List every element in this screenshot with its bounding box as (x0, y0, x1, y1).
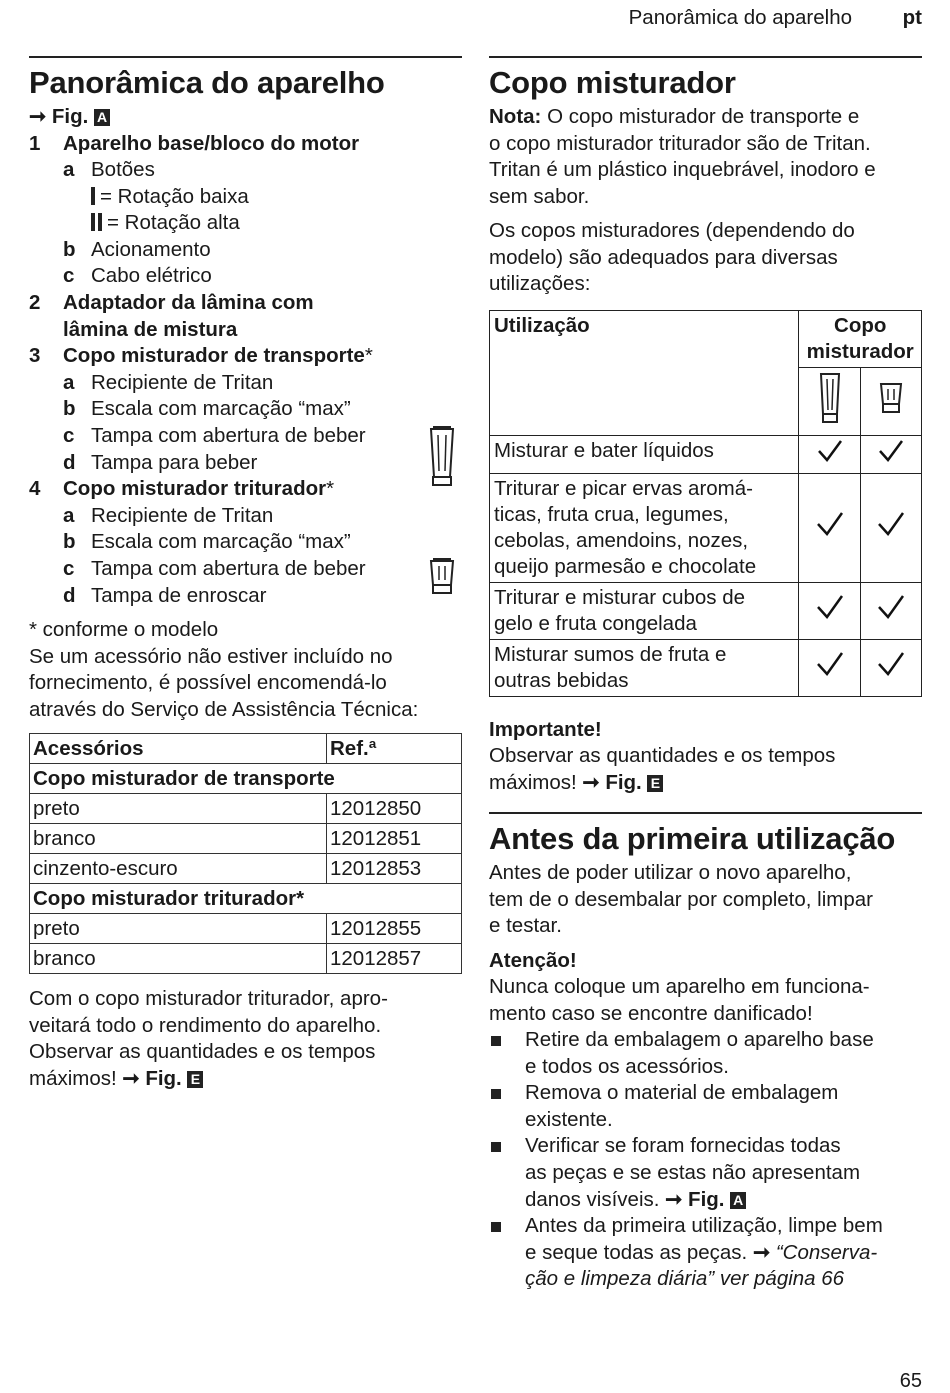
transport-jar-icon (818, 370, 842, 426)
checkmark-icon (860, 473, 921, 582)
sub-text: Recipiente de Tritan (91, 503, 274, 527)
list-item (29, 290, 462, 317)
figure-reference (29, 104, 462, 131)
bullet-item (489, 1027, 922, 1080)
bullet-line: Antes da primeira utilização, limpe bem (525, 1214, 883, 1238)
sub-item (29, 450, 462, 477)
header-title: Panorâmica do aparelho (628, 6, 852, 29)
text: máximos! (489, 770, 577, 794)
paragraph-line (29, 1066, 462, 1093)
sub-letter: b (63, 397, 76, 421)
arrow-right-icon: ➞ (582, 770, 600, 794)
paragraph-line: e testar. (489, 914, 562, 937)
sub-letter: c (63, 424, 75, 448)
arrow-right-icon: ➞ (29, 105, 47, 128)
sub-item (29, 556, 462, 583)
cell-line: Misturar e bater líquidos (494, 438, 714, 462)
text: máximos! (29, 1066, 117, 1090)
attention-label: Atenção! (489, 948, 577, 972)
section-heading-overview: Panorâmica do aparelho (29, 65, 385, 100)
fig-label: Fig. (605, 770, 642, 794)
table-header-cell: Ref.ª (327, 734, 462, 764)
item-number: 3 (29, 344, 41, 368)
bullet-line: Verificar se foram fornecidas todas (525, 1134, 841, 1158)
item-number: 1 (29, 131, 41, 155)
table-cell: cinzento-escuro (30, 854, 327, 884)
bullet-line: as peças e se estas não apresentam (525, 1160, 861, 1184)
bullet-square-icon (491, 1089, 501, 1099)
table-row (490, 473, 922, 582)
table-cell (860, 367, 921, 435)
sub-text: Tampa de enroscar (91, 583, 267, 607)
table-group-cell: Copo misturador de transporte (30, 764, 462, 794)
list-item (29, 131, 462, 158)
table-header-cell: Utilização (490, 310, 799, 435)
running-header (0, 6, 950, 30)
arrow-right-icon: ➞ (752, 1240, 771, 1264)
sub-text: Tampa para beber (91, 450, 258, 474)
arrow-right-icon: ➞ (122, 1066, 140, 1090)
figure-letter-badge: A (730, 1192, 746, 1209)
bullet-square-icon (491, 1222, 501, 1232)
table-header-row (490, 310, 922, 367)
sub-letter: c (63, 264, 75, 288)
asterisk: * (326, 477, 335, 501)
table-cell: 12012853 (327, 854, 462, 884)
cell-line: cebolas, amendoins, nozes, (494, 528, 749, 552)
table-cell (490, 435, 799, 473)
paragraph-line: através do Serviço de Assistência Técnica: (29, 697, 419, 721)
sub-letter: a (63, 370, 75, 394)
bullet-line: Retire da embalagem o aparelho base (525, 1028, 874, 1051)
sub-letter: b (63, 237, 76, 261)
table-row (30, 944, 462, 974)
table-cell: preto (30, 794, 327, 824)
checkmark-icon (860, 435, 921, 473)
sub-item (29, 237, 462, 264)
paragraph-line: tem de o desembalar por completo, limpar (489, 887, 873, 911)
table-header-cell: Acessórios (30, 734, 327, 764)
section-heading-first-use: Antes da primeira utilização (489, 821, 896, 856)
header-text: misturador (806, 339, 914, 363)
item-label: lâmina de mistura (63, 317, 238, 341)
usage-table (489, 310, 922, 697)
section-rule (489, 56, 922, 58)
sub-letter: a (63, 158, 75, 182)
paragraph-line: mento caso se encontre danificado! (489, 1001, 813, 1025)
sub-text: Acionamento (91, 237, 211, 261)
sub-letter: a (63, 503, 75, 527)
table-row (490, 582, 922, 639)
item-label: Adaptador da lâmina com (63, 291, 314, 315)
bullet-item (489, 1213, 922, 1293)
paragraph-line: Tritan é um plástico inquebrável, inodoro e (489, 158, 876, 181)
paragraph-line: Observar as quantidades e os tempos (489, 744, 836, 767)
bullet-line: Remova o material de embalagem (525, 1081, 839, 1105)
bullet-line: existente. (525, 1107, 613, 1131)
checkmark-icon (799, 582, 860, 639)
paragraph-line: veitará todo o rendimento do aparelho. (29, 1013, 382, 1037)
figure-letter-badge: A (94, 109, 110, 126)
cell-line: queijo parmesão e chocolate (494, 554, 757, 578)
checkmark-icon (799, 435, 860, 473)
fig-label: Fig. (51, 105, 89, 128)
bullet-square-icon (491, 1142, 501, 1152)
item-label: Copo misturador de transporte (63, 344, 365, 368)
table-group-cell: Copo misturador triturador* (30, 884, 462, 914)
paragraph-line: fornecimento, é possível encomendá-lo (29, 671, 387, 695)
table-header-row (30, 734, 462, 764)
grinder-jar-icon (878, 380, 904, 416)
figure-letter-badge: E (647, 775, 663, 792)
fig-label: Fig. (145, 1066, 182, 1090)
sub-item (29, 396, 462, 423)
paragraph-line: Antes de poder utilizar o novo aparelho, (489, 861, 852, 884)
table-row (490, 639, 922, 696)
table-cell: 12012850 (327, 794, 462, 824)
cell-line: outras bebidas (494, 668, 629, 692)
paragraph-line: Com o copo misturador triturador, apro- (29, 987, 388, 1011)
cell-line: Misturar sumos de fruta e (494, 642, 727, 666)
text: e seque todas as peças. (525, 1240, 748, 1264)
sub-item (29, 184, 462, 211)
item-number: 4 (29, 477, 41, 501)
left-column (29, 56, 462, 1092)
table-cell: 12012851 (327, 824, 462, 854)
table-row (30, 824, 462, 854)
paragraph-line: utilizações: (489, 272, 591, 295)
text: danos visíveis. (525, 1187, 660, 1211)
item-label: Copo misturador triturador (63, 477, 327, 501)
paragraph-line: Observar as quantidades e os tempos (29, 1040, 376, 1064)
paragraph-line: Nunca coloque um aparelho em funciona- (489, 975, 870, 998)
sub-item (29, 210, 462, 237)
table-row (30, 794, 462, 824)
page-number: 65 (899, 1370, 922, 1392)
sub-letter: b (63, 530, 76, 554)
sub-text: Tampa com abertura de beber (91, 424, 366, 448)
sub-text: Escala com marcação “max” (91, 397, 351, 421)
table-cell: branco (30, 824, 327, 854)
list-item (29, 476, 462, 503)
sub-item (29, 503, 462, 530)
bullet-item (489, 1133, 922, 1213)
sub-item (29, 370, 462, 397)
table-cell (490, 582, 799, 639)
paragraph-line: sem sabor. (489, 184, 590, 208)
list-item (29, 343, 462, 370)
table-header-cell (799, 310, 922, 367)
table-group-row (30, 884, 462, 914)
sub-text: Escala com marcação “max” (91, 530, 351, 554)
paragraph-line: modelo) são adequados para diversas (489, 245, 838, 269)
bullet-line (525, 1187, 922, 1214)
sub-text: = Rotação baixa (100, 184, 249, 208)
checkmark-icon (799, 639, 860, 696)
table-cell (490, 473, 799, 582)
table-row (30, 854, 462, 884)
header-language: pt (902, 6, 922, 29)
table-cell (799, 367, 860, 435)
checkmark-icon (860, 582, 921, 639)
sub-item (29, 157, 462, 184)
sub-text: Recipiente de Tritan (91, 370, 274, 394)
transport-jar-icon (427, 425, 457, 489)
sub-item (29, 529, 462, 556)
figure-letter-badge: E (187, 1071, 203, 1088)
cell-line: Triturar e misturar cubos de (494, 585, 746, 609)
sub-letter: d (63, 450, 76, 474)
note-label: Nota: (489, 105, 542, 128)
text: O copo misturador de transporte e (541, 105, 860, 128)
bullet-item (489, 1080, 922, 1133)
table-cell (490, 639, 799, 696)
sub-item (29, 583, 462, 610)
checkmark-icon (860, 639, 921, 696)
fig-label: Fig. (688, 1187, 725, 1211)
bullet-square-icon (491, 1036, 501, 1046)
arrow-right-icon: ➞ (665, 1187, 683, 1211)
item-number: 2 (29, 291, 41, 315)
important-label: Importante! (489, 717, 602, 741)
cross-reference[interactable]: “Conserva- (775, 1240, 878, 1264)
speed-low-icon (91, 187, 95, 205)
sub-letter: d (63, 583, 76, 607)
cell-line: Triturar e picar ervas aromá- (494, 476, 753, 500)
section-heading-blender-jar: Copo misturador (489, 65, 736, 100)
section-rule (489, 812, 922, 814)
table-cell: 12012855 (327, 914, 462, 944)
sub-letter: c (63, 557, 75, 580)
checkmark-icon (799, 473, 860, 582)
asterisk: * (364, 344, 373, 368)
sub-item (29, 423, 462, 450)
table-cell: preto (30, 914, 327, 944)
item-label: Aparelho base/bloco do motor (63, 131, 360, 155)
sub-text: Botões (91, 158, 155, 182)
speed-high-icon (98, 213, 102, 231)
table-row (30, 914, 462, 944)
right-column (489, 56, 922, 1293)
grinder-jar-icon (427, 557, 457, 597)
table-group-row (30, 764, 462, 794)
paragraph-line: Os copos misturadores (dependendo do (489, 219, 855, 242)
paragraph-line (489, 770, 922, 797)
table-cell: branco (30, 944, 327, 974)
section-rule (29, 56, 462, 58)
cell-line: gelo e fruta congelada (494, 611, 697, 635)
parts-list (29, 131, 462, 610)
speed-high-icon (91, 213, 95, 231)
table-cell: 12012857 (327, 944, 462, 974)
bullet-line (525, 1240, 922, 1267)
cell-line: ticas, fruta crua, legumes, (494, 502, 729, 526)
table-row (490, 435, 922, 473)
accessories-table (29, 733, 462, 974)
bullet-line: e todos os acessórios. (525, 1054, 729, 1078)
paragraph-line: o copo misturador triturador são de Tritan. (489, 131, 871, 155)
footnote: * conforme o modelo (29, 618, 219, 642)
header-text: Copo (834, 313, 887, 337)
sub-text: Cabo elétrico (91, 264, 212, 288)
sub-text: = Rotação alta (107, 211, 240, 235)
sub-text: Tampa com abertura de beber (91, 557, 366, 580)
sub-item (29, 263, 462, 290)
paragraph-line (489, 104, 922, 131)
paragraph-line: Se um acessório não estiver incluído no (29, 644, 393, 668)
cross-reference[interactable]: ção e limpeza diária” ver página 66 (525, 1267, 845, 1291)
